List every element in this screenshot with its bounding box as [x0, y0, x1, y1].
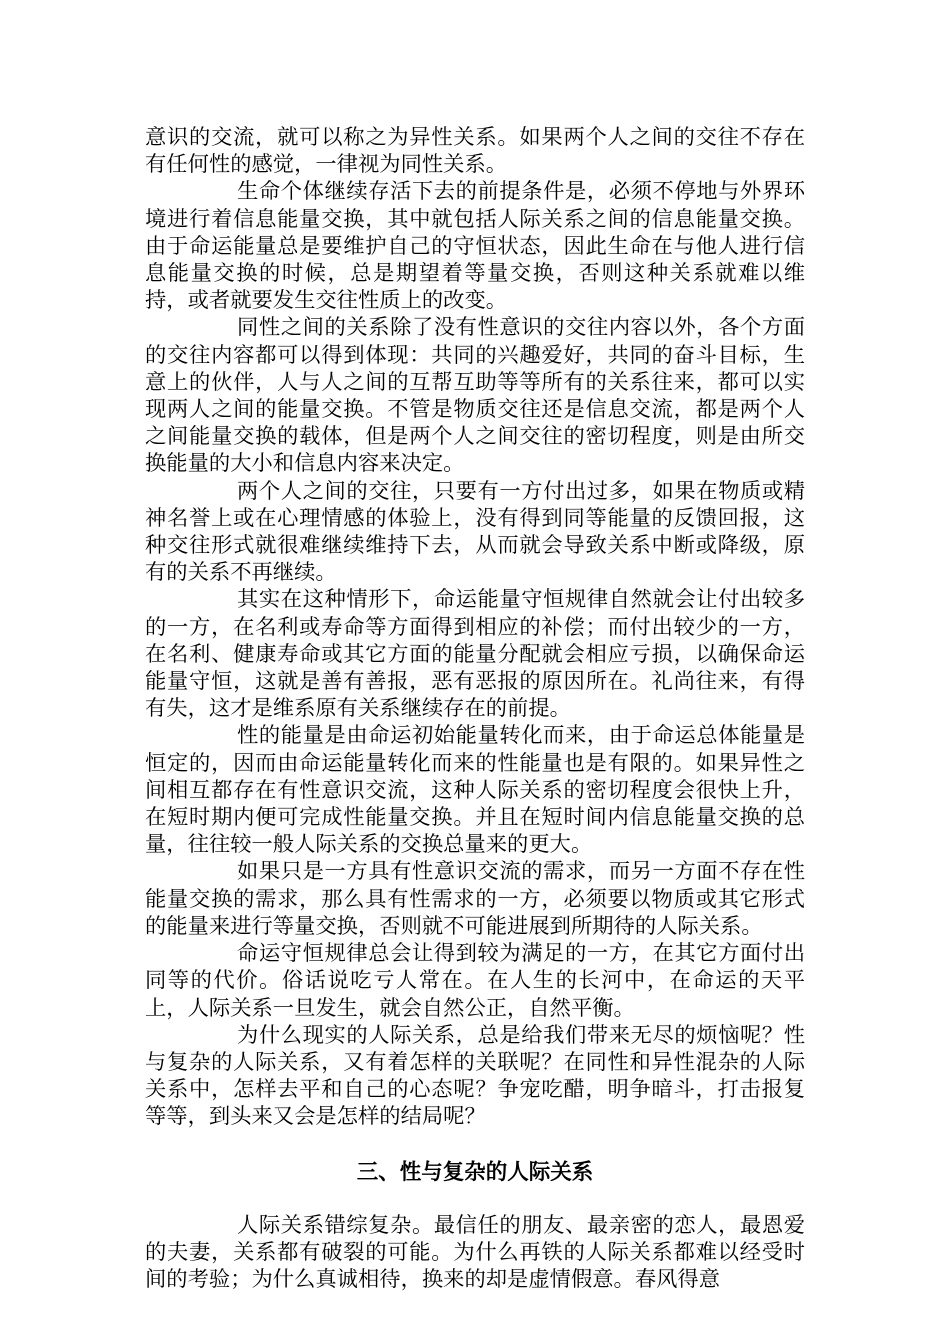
paragraph-7: 如果只是一方具有性意识交流的需求，而另一方面不存在性能量交换的需求，那么具有性需求的一方，必须要以物质或其它形式的能量来进行等量交换，否则就不可能进展到所期待的人际关系。	[145, 859, 805, 939]
section-heading: 三、性与复杂的人际关系	[356, 1159, 594, 1185]
paragraph-2: 生命个体继续存活下去的前提条件是，必须不停地与外界环境进行着信息能量交换，其中就包括人际关系之间的信息能量交换。由于命运能量总是要维护自己的守恒状态，因此生命在与他人进行信息能量交换的时候，总是期望着等量交换，否则这种关系就难以维持，或者就要发生交往性质上的改变。	[145, 179, 805, 314]
paragraph-3: 同性之间的关系除了没有性意识的交往内容以外，各个方面的交往内容都可以得到体现：共同的兴趣爱好，共同的奋斗目标，生意上的伙伴，人与人之间的互帮互助等等所有的关系往来，都可以实现两人之间的能量交换。不管是物质交往还是信息交流，都是两个人之间能量交换的载体，但是两个人之间交往的密切程度，则是由所交换能量的大小和信息内容来决定。	[145, 315, 805, 477]
paragraph-9: 为什么现实的人际关系，总是给我们带来无尽的烦恼呢？性与复杂的人际关系，又有着怎样的关联呢？在同性和异性混杂的人际关系中，怎样去平和自己的心态呢？争宠吃醋，明争暗斗，打击报复等等，到头来又会是怎样的结局呢？	[145, 1022, 805, 1130]
paragraph-5: 其实在这种情形下，命运能量守恒规律自然就会让付出较多的一方，在名利或寿命等方面得到相应的补偿；而付出较少的一方，在名利、健康寿命或其它方面的能量分配就会相应亏损，以确保命运能量守恒，这就是善有善报，恶有恶报的原因所在。礼尚往来，有得有失，这才是维系原有关系继续存在的前提。	[145, 587, 805, 722]
paragraph-6: 性的能量是由命运初始能量转化而来，由于命运总体能量是恒定的，因而由命运能量转化而来的性能量也是有限的。如果异性之间相互都存在有性意识交流，这种人际关系的密切程度会很快上升，在短时期内便可完成性能量交换。并且在短时间内信息能量交换的总量，往往较一般人际关系的交换总量来的更大。	[145, 723, 805, 858]
paragraph-8: 命运守恒规律总会让得到较为满足的一方，在其它方面付出同等的代价。俗话说吃亏人常在。在人生的长河中，在命运的天平上，人际关系一旦发生，就会自然公正，自然平衡。	[145, 941, 805, 1021]
paragraph-4: 两个人之间的交往，只要有一方付出过多，如果在物质或精神名誉上或在心理情感的体验上，没有得到同等能量的反馈回报，这种交往形式就很难继续维持下去，从而就会导致关系中断或降级，原有的关系不再继续。	[145, 478, 805, 586]
paragraph-1: 意识的交流，就可以称之为异性关系。如果两个人之间的交往不存在有任何性的感觉，一律视为同性关系。	[145, 125, 805, 178]
document-page	[145, 124, 805, 1293]
paragraph-10: 人际关系错综复杂。最信任的朋友、最亲密的恋人，最恩爱的夫妻，关系都有破裂的可能。为什么再铁的人际关系都难以经受时间的考验；为什么真诚相待，换来的却是虚情假意。春风得意	[145, 1212, 805, 1293]
